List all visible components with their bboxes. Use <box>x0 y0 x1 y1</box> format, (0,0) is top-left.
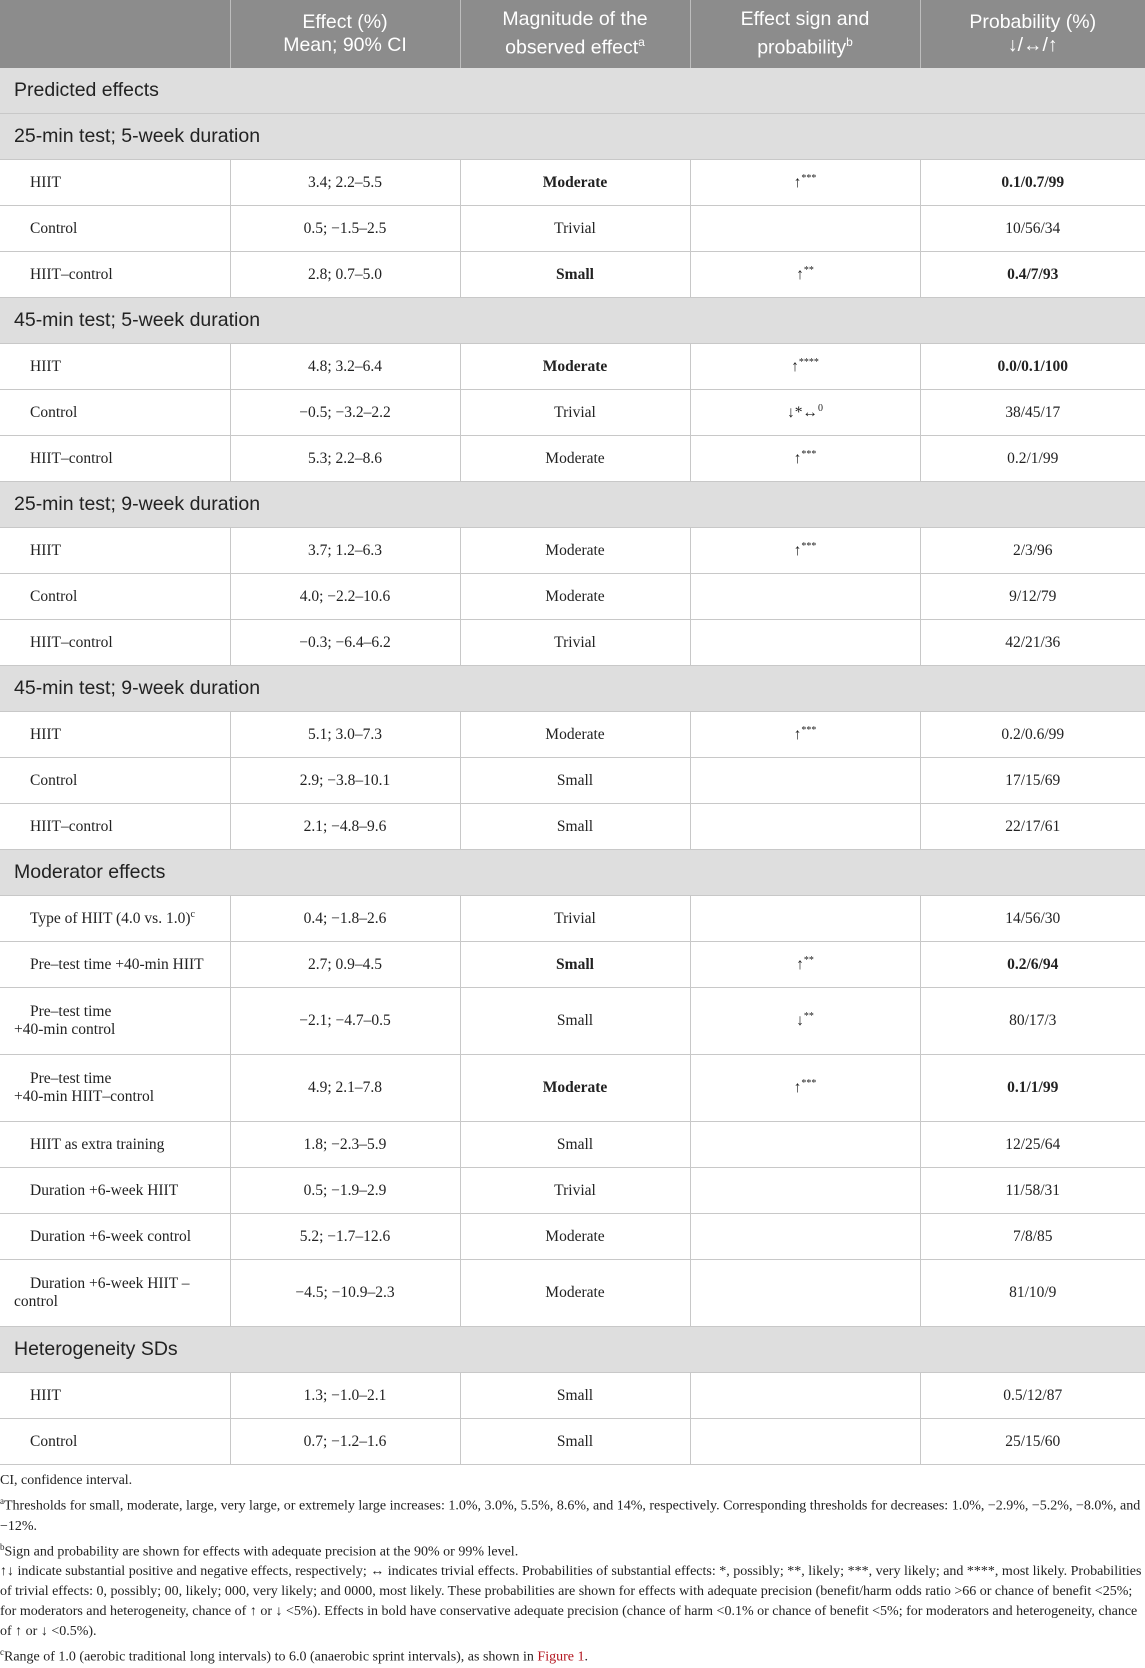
effect-cell: 0.4; −1.8–2.6 <box>230 896 460 942</box>
effect-cell: 1.8; −2.3–5.9 <box>230 1122 460 1168</box>
section-title: Moderator effects <box>0 850 1145 896</box>
table-row <box>0 1373 1145 1419</box>
row-label: Duration +6-week HIIT <box>0 1168 230 1214</box>
effect-cell: 1.3; −1.0–2.1 <box>230 1373 460 1419</box>
table-row <box>0 712 1145 758</box>
effect-cell: 0.7; −1.2–1.6 <box>230 1419 460 1465</box>
table-row <box>0 528 1145 574</box>
row-label: Type of HIIT (4.0 vs. 1.0)$^c$ <box>0 896 230 942</box>
row-label: HIIT as extra training <box>0 1122 230 1168</box>
sign-cell: ↑*** <box>690 436 920 482</box>
table-row <box>0 896 1145 942</box>
row-label: Duration +6-week HIIT – control <box>0 1260 230 1327</box>
sign-cell <box>690 758 920 804</box>
magnitude-cell: Moderate <box>460 712 690 758</box>
sign-cell: ↑*** <box>690 528 920 574</box>
row-label: HIIT <box>0 528 230 574</box>
table-row <box>0 1055 1145 1122</box>
section-header <box>0 298 1145 344</box>
effect-cell: −4.5; −10.9–2.3 <box>230 1260 460 1327</box>
probability-cell: 80/17/3 <box>920 988 1145 1055</box>
section-title: 25-min test; 9-week duration <box>0 482 1145 528</box>
effect-cell: −0.5; −3.2–2.2 <box>230 390 460 436</box>
magnitude-cell: Trivial <box>460 390 690 436</box>
effect-cell: 5.1; 3.0–7.3 <box>230 712 460 758</box>
magnitude-cell: Trivial <box>460 1168 690 1214</box>
probability-cell: 11/58/31 <box>920 1168 1145 1214</box>
row-label: Pre–test time +40-min HIIT–control <box>0 1055 230 1122</box>
magnitude-cell: Trivial <box>460 896 690 942</box>
magnitude-cell: Small <box>460 804 690 850</box>
probability-cell: 7/8/85 <box>920 1214 1145 1260</box>
effect-cell: 3.4; 2.2–5.5 <box>230 160 460 206</box>
probability-cell: 0.5/12/87 <box>920 1373 1145 1419</box>
table-header <box>0 0 1145 68</box>
probability-cell: 0.1/0.7/99 <box>920 160 1145 206</box>
row-label: HIIT–control <box>0 252 230 298</box>
sign-cell <box>690 1214 920 1260</box>
table-row <box>0 620 1145 666</box>
magnitude-cell: Small <box>460 758 690 804</box>
table-footnotes <box>0 1465 1145 1668</box>
magnitude-cell: Moderate <box>460 344 690 390</box>
magnitude-cell: Moderate <box>460 160 690 206</box>
table-row <box>0 758 1145 804</box>
table-row <box>0 574 1145 620</box>
footnote-a: $^a$Thresholds for small, moderate, large, very large, or extremely large increases: 1.0%, 3.0%, 5.5%, 8.6%, and 14%, respectively. Corresponding thresholds for decreases: 1.0%, −2.9%, −5.2%, −8.0%, and −12%. <box>0 1496 1141 1534</box>
header-magnitude: Magnitude of the observed effect$^a$ <box>460 0 690 68</box>
table-row <box>0 390 1145 436</box>
row-label: Control <box>0 206 230 252</box>
sign-cell: ↑** <box>690 942 920 988</box>
probability-cell: 10/56/34 <box>920 206 1145 252</box>
header-effect: Effect (%) Mean; 90% CI <box>230 0 460 68</box>
header-sign: Effect sign and probability$^b$ <box>690 0 920 68</box>
effect-cell: 4.0; −2.2–10.6 <box>230 574 460 620</box>
section-title: Heterogeneity SDs <box>0 1327 1145 1373</box>
magnitude-cell: Small <box>460 1373 690 1419</box>
sign-cell <box>690 896 920 942</box>
row-label: HIIT–control <box>0 436 230 482</box>
footnote-ci: CI, confidence interval. <box>0 1473 133 1488</box>
probability-cell: 42/21/36 <box>920 620 1145 666</box>
row-label: HIIT–control <box>0 620 230 666</box>
table-row <box>0 1122 1145 1168</box>
sign-cell: ↑*** <box>690 160 920 206</box>
probability-cell: 14/56/30 <box>920 896 1145 942</box>
effect-cell: 3.7; 1.2–6.3 <box>230 528 460 574</box>
sign-cell <box>690 206 920 252</box>
probability-cell: 0.1/1/99 <box>920 1055 1145 1122</box>
probability-cell: 0.4/7/93 <box>920 252 1145 298</box>
sign-cell <box>690 620 920 666</box>
table-row <box>0 436 1145 482</box>
sign-cell <box>690 1419 920 1465</box>
sign-cell: ↓** <box>690 988 920 1055</box>
magnitude-cell: Moderate <box>460 1214 690 1260</box>
effect-cell: 2.8; 0.7–5.0 <box>230 252 460 298</box>
effect-cell: −2.1; −4.7–0.5 <box>230 988 460 1055</box>
magnitude-cell: Small <box>460 252 690 298</box>
table-row <box>0 942 1145 988</box>
row-label: Pre–test time +40-min control <box>0 988 230 1055</box>
probability-cell: 81/10/9 <box>920 1260 1145 1327</box>
row-label: Duration +6-week control <box>0 1214 230 1260</box>
sign-cell <box>690 804 920 850</box>
table-row <box>0 1168 1145 1214</box>
sign-cell: ↑** <box>690 252 920 298</box>
magnitude-cell: Moderate <box>460 436 690 482</box>
magnitude-cell: Trivial <box>460 206 690 252</box>
effect-cell: 4.9; 2.1–7.8 <box>230 1055 460 1122</box>
sign-cell: ↑*** <box>690 712 920 758</box>
effect-cell: 2.9; −3.8–10.1 <box>230 758 460 804</box>
header-blank <box>0 0 230 68</box>
magnitude-cell: Small <box>460 1419 690 1465</box>
figure-1-link[interactable]: Figure 1 <box>537 1649 585 1665</box>
probability-cell: 0.2/1/99 <box>920 436 1145 482</box>
section-title: Predicted effects <box>0 68 1145 114</box>
probability-cell: 38/45/17 <box>920 390 1145 436</box>
row-label: HIIT <box>0 712 230 758</box>
table-row <box>0 1260 1145 1327</box>
row-label: Control <box>0 758 230 804</box>
row-label: Control <box>0 1419 230 1465</box>
probability-cell: 25/15/60 <box>920 1419 1145 1465</box>
table-body <box>0 68 1145 1465</box>
header-probability: Probability (%) ↓/↔/↑ <box>920 0 1145 68</box>
section-header <box>0 1327 1145 1373</box>
probability-cell: 17/15/69 <box>920 758 1145 804</box>
footnote-c: $^c$Range of 1.0 (aerobic traditional long intervals) to 6.0 (anaerobic sprint intervals), as shown in Figure 1. <box>0 1647 588 1665</box>
row-label: HIIT <box>0 1373 230 1419</box>
sign-cell <box>690 1168 920 1214</box>
probability-cell: 9/12/79 <box>920 574 1145 620</box>
effect-cell: 5.3; 2.2–8.6 <box>230 436 460 482</box>
effect-cell: 2.7; 0.9–4.5 <box>230 942 460 988</box>
effect-cell: 0.5; −1.9–2.9 <box>230 1168 460 1214</box>
probability-cell: 12/25/64 <box>920 1122 1145 1168</box>
sign-cell <box>690 1122 920 1168</box>
effect-cell: 0.5; −1.5–2.5 <box>230 206 460 252</box>
footnote-arrows: ↑↓ indicate substantial positive and negative effects, respectively; ↔ indicates trivial effects. Probabilities of substantial effects: *, possibly; **, likely; ***, very likely; and ****, most likely. Probabilities of trivial effects: 0, possibly; 00, likely; 000, very likely; and 0000, most likely. These probabilities are shown for effects with adequate precision (benefit/harm odds ratio >66 or chance of benefit <25%; for moderators and heterogeneity, chance of ↑ or ↓ <5%). Effects in bold have conservative adequate precision (chance of harm <0.1% or chance of benefit <5%; for moderators and heterogeneity, chance of ↑ or ↓ <0.5%). <box>0 1564 1142 1640</box>
effect-cell: 4.8; 3.2–6.4 <box>230 344 460 390</box>
section-header <box>0 68 1145 114</box>
probability-cell: 0.2/6/94 <box>920 942 1145 988</box>
table-row <box>0 160 1145 206</box>
row-label: Control <box>0 574 230 620</box>
sign-cell <box>690 574 920 620</box>
probability-cell: 2/3/96 <box>920 528 1145 574</box>
sign-cell <box>690 1373 920 1419</box>
table-row <box>0 1419 1145 1465</box>
sign-cell: ↑**** <box>690 344 920 390</box>
row-label: Pre–test time +40-min HIIT <box>0 942 230 988</box>
row-label: Control <box>0 390 230 436</box>
table-row <box>0 344 1145 390</box>
magnitude-cell: Small <box>460 988 690 1055</box>
magnitude-cell: Small <box>460 942 690 988</box>
table-row <box>0 988 1145 1055</box>
sign-cell <box>690 1260 920 1327</box>
row-label: HIIT–control <box>0 804 230 850</box>
effect-cell: 5.2; −1.7–12.6 <box>230 1214 460 1260</box>
probability-cell: 0.0/0.1/100 <box>920 344 1145 390</box>
section-title: 45-min test; 9-week duration <box>0 666 1145 712</box>
magnitude-cell: Moderate <box>460 574 690 620</box>
table-row <box>0 252 1145 298</box>
probability-cell: 0.2/0.6/99 <box>920 712 1145 758</box>
section-header <box>0 114 1145 160</box>
magnitude-cell: Small <box>460 1122 690 1168</box>
effect-cell: 2.1; −4.8–9.6 <box>230 804 460 850</box>
magnitude-cell: Moderate <box>460 528 690 574</box>
section-header <box>0 666 1145 712</box>
table-row <box>0 206 1145 252</box>
effect-cell: −0.3; −6.4–6.2 <box>230 620 460 666</box>
section-title: 25-min test; 5-week duration <box>0 114 1145 160</box>
row-label: HIIT <box>0 344 230 390</box>
magnitude-cell: Moderate <box>460 1055 690 1122</box>
magnitude-cell: Trivial <box>460 620 690 666</box>
table-row <box>0 804 1145 850</box>
sign-cell: ↑*** <box>690 1055 920 1122</box>
table-row <box>0 1214 1145 1260</box>
section-title: 45-min test; 5-week duration <box>0 298 1145 344</box>
probability-cell: 22/17/61 <box>920 804 1145 850</box>
footnote-b: $^b$Sign and probability are shown for effects with adequate precision at the 90% or 99% level. <box>0 1541 519 1560</box>
sign-cell: ↓*↔$^0$ <box>690 390 920 436</box>
section-header <box>0 482 1145 528</box>
section-header <box>0 850 1145 896</box>
row-label: HIIT <box>0 160 230 206</box>
magnitude-cell: Moderate <box>460 1260 690 1327</box>
